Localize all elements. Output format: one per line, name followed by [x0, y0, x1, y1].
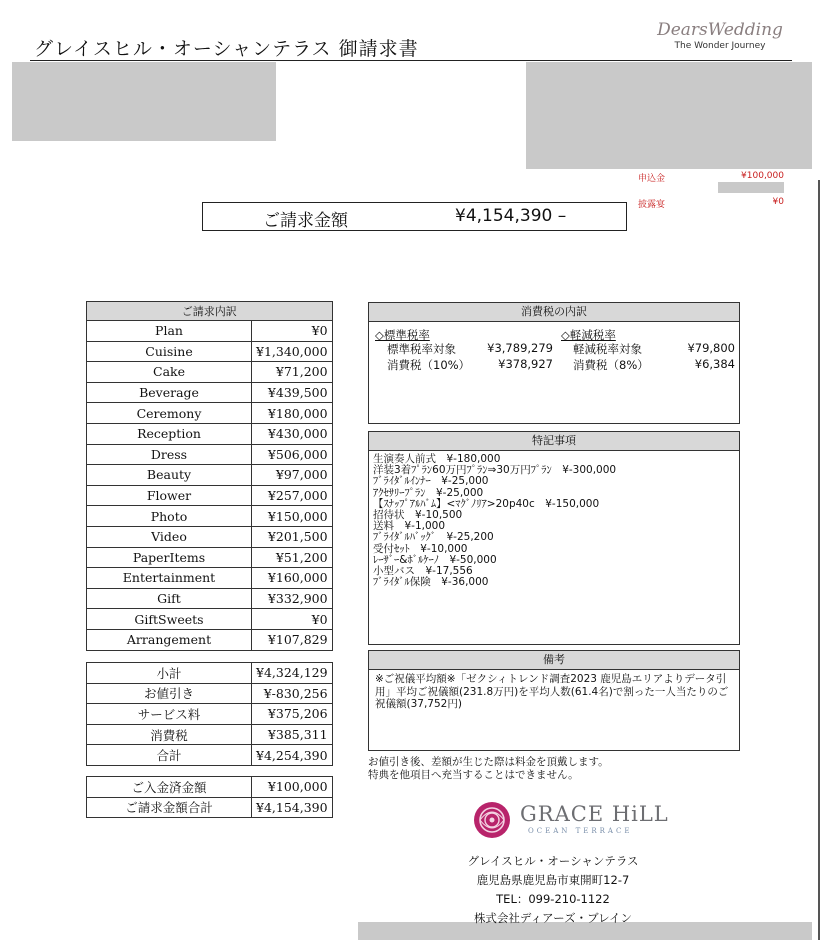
table-row [87, 506, 333, 527]
table-row [87, 362, 333, 383]
remarks-text: ※ご祝儀平均額※「ゼクシィトレンド調査2023 鹿児島エリアよりデータ引用」平均ご祝儀額(231.8万円)を平均人数(61.4名)で割った一人当たりのご祝儀額(37,752円) [375, 673, 729, 710]
table-row [87, 547, 333, 568]
item-label: GiftSweets [87, 609, 252, 630]
summary-label: 小計 [87, 663, 252, 684]
item-label: Plan [87, 321, 252, 342]
table-row [87, 704, 333, 725]
payment-value: ¥100,000 [252, 777, 333, 798]
venue-address: 鹿児島県鹿児島市東開町12-7 [476, 873, 630, 887]
payment-label: ご請求金額合計 [87, 797, 252, 818]
summary-label: お値引き [87, 683, 252, 704]
deposit-value: ¥100,000 [741, 171, 784, 181]
invoice-total-box [202, 202, 627, 231]
venue-name: グレイスヒル・オーシャンテラス [467, 854, 639, 868]
item-label: PaperItems [87, 547, 252, 568]
table-row [87, 568, 333, 589]
summary-value: ¥385,311 [252, 724, 333, 745]
payment-label: ご入金済金額 [87, 777, 252, 798]
item-label: Beauty [87, 465, 252, 486]
summary-value: ¥375,206 [252, 704, 333, 725]
discount-note-line: お値引き後、差額が生じた際は料金を頂戴します。 [368, 756, 609, 768]
venue-logo-sub: OCEAN TERRACE [528, 827, 633, 835]
reception-label: 披露宴 [638, 200, 666, 210]
payment-value: ¥4,154,390 [252, 797, 333, 818]
list-item: ﾚｰｻﾞｰ&ﾎﾞﾙｹｰﾉ ¥-50,000 [373, 553, 497, 566]
invoice-total-label: ご請求金額 [263, 211, 348, 231]
item-value: ¥332,900 [252, 588, 333, 609]
brand-name: DearsWedding [657, 20, 783, 40]
table-row [87, 797, 333, 818]
item-label: Cake [87, 362, 252, 383]
standard-tax-label: 消費税（10%） [387, 358, 471, 372]
item-value: ¥97,000 [252, 465, 333, 486]
list-item: ﾌﾞﾗｲﾀﾞﾙｲﾝﾅｰ ¥-25,000 [373, 475, 489, 488]
special-notes-list [369, 451, 739, 591]
reduced-base-label: 軽減税率対象 [573, 342, 642, 356]
table-row [87, 745, 333, 766]
item-value: ¥71,200 [252, 362, 333, 383]
item-label: Reception [87, 423, 252, 444]
list-item: 洋装3着ﾌﾟﾗﾝ60万円ﾌﾟﾗﾝ⇒30万円ﾌﾟﾗﾝ ¥-300,000 [373, 464, 617, 477]
table-row [87, 724, 333, 745]
special-notes-header: 特記事項 [369, 432, 739, 451]
summary-label: サービス料 [87, 704, 252, 725]
reduced-base-value: ¥79,800 [687, 341, 735, 355]
brand-logo [650, 20, 790, 51]
table-row [87, 588, 333, 609]
table-row [87, 777, 333, 798]
discount-note-line: 特典を他項目へ充当することはできません。 [368, 768, 579, 781]
summary-label: 合計 [87, 745, 252, 766]
item-label: Video [87, 526, 252, 547]
summary-label: 消費税 [87, 724, 252, 745]
item-value: ¥160,000 [252, 568, 333, 589]
breakdown-table [86, 301, 333, 651]
table-row [87, 403, 333, 424]
table-row [87, 444, 333, 465]
item-value: ¥180,000 [252, 403, 333, 424]
item-label: Entertainment [87, 568, 252, 589]
list-item: ﾌﾞﾗｲﾀﾞﾙ保険 ¥-36,000 [373, 576, 489, 589]
item-value: ¥201,500 [252, 526, 333, 547]
standard-base-value: ¥3,789,279 [487, 341, 553, 355]
redacted-deposit-date [718, 182, 784, 193]
table-row [87, 321, 333, 342]
table-row [87, 423, 333, 444]
discount-note [368, 756, 609, 781]
reduced-tax-label: 消費税（8%） [573, 358, 649, 372]
table-row [87, 526, 333, 547]
item-value: ¥439,500 [252, 382, 333, 403]
remarks-header: 備考 [369, 651, 739, 670]
item-value: ¥0 [252, 609, 333, 630]
invoice-total-value: ¥4,154,390 – [455, 206, 567, 226]
list-item: 生演奏人前式 ¥-180,000 [373, 453, 501, 465]
venue-logo-name: GRACE HiLL [520, 802, 669, 826]
table-row [87, 609, 333, 630]
title-divider [30, 60, 792, 61]
document-title: グレイスヒル・オーシャンテラス 御請求書 [34, 38, 419, 60]
special-notes-panel [368, 431, 740, 645]
redacted-customer-info [12, 62, 276, 141]
table-row [87, 629, 333, 650]
flower-emblem-icon [472, 800, 512, 840]
item-label: Photo [87, 506, 252, 527]
item-label: Cuisine [87, 341, 252, 362]
reduced-rate-heading: ◇軽減税率 [561, 328, 616, 342]
venue-tel: TEL：099-210-1122 [496, 892, 610, 906]
brand-tagline: The Wonder Journey [674, 41, 766, 51]
tax-breakdown-header: 消費税の内訳 [369, 303, 739, 322]
item-label: Gift [87, 588, 252, 609]
list-item: 招待状 ¥-10,500 [373, 509, 463, 522]
venue-logo [470, 798, 670, 842]
item-label: Ceremony [87, 403, 252, 424]
list-item: 小型バス ¥-17,556 [373, 565, 473, 578]
item-label: Arrangement [87, 629, 252, 650]
item-value: ¥51,200 [252, 547, 333, 568]
item-value: ¥150,000 [252, 506, 333, 527]
venue-company: 株式会社ディアーズ・ブレイン [473, 911, 633, 925]
tax-breakdown-panel [368, 302, 740, 424]
summary-value: ¥-830,256 [252, 683, 333, 704]
item-value: ¥0 [252, 321, 333, 342]
item-value: ¥257,000 [252, 485, 333, 506]
venue-address-block [438, 852, 668, 928]
item-value: ¥506,000 [252, 444, 333, 465]
breakdown-header: ご請求内訳 [87, 302, 333, 321]
summary-value: ¥4,324,129 [252, 663, 333, 684]
reception-value: ¥0 [772, 197, 784, 207]
page-edge-line [818, 180, 820, 940]
list-item: ﾌﾞﾗｲﾀﾞﾙﾊﾞｯｸﾞ ¥-25,200 [373, 531, 494, 544]
deposit-label: 申込金 [638, 174, 666, 184]
list-item: 受付ｾｯﾄ ¥-10,000 [373, 542, 468, 555]
item-label: Dress [87, 444, 252, 465]
remarks-panel [368, 650, 740, 751]
standard-base-label: 標準税率対象 [387, 342, 456, 356]
redacted-invoice-info [526, 62, 812, 169]
table-row [87, 683, 333, 704]
list-item: 【ｽﾅｯﾌﾟｱﾙﾊﾞﾑ】<ﾏｸﾞﾉﾘｱ>20p40c ¥-150,000 [373, 497, 600, 510]
table-row [87, 663, 333, 684]
item-value: ¥430,000 [252, 423, 333, 444]
item-value: ¥107,829 [252, 629, 333, 650]
payment-table [86, 776, 333, 818]
table-row [87, 341, 333, 362]
item-label: Flower [87, 485, 252, 506]
list-item: ｱｸｾｻﾘｰﾌﾟﾗﾝ ¥-25,000 [373, 486, 484, 499]
table-row [87, 382, 333, 403]
standard-tax-value: ¥378,927 [498, 357, 553, 371]
summary-value: ¥4,254,390 [252, 745, 333, 766]
item-value: ¥1,340,000 [252, 341, 333, 362]
item-label: Beverage [87, 382, 252, 403]
table-row [87, 485, 333, 506]
table-row [87, 465, 333, 486]
reduced-tax-value: ¥6,384 [694, 357, 735, 371]
standard-rate-heading: ◇標準税率 [375, 328, 430, 342]
list-item: 送料 ¥-1,000 [373, 520, 446, 533]
summary-table [86, 662, 333, 766]
